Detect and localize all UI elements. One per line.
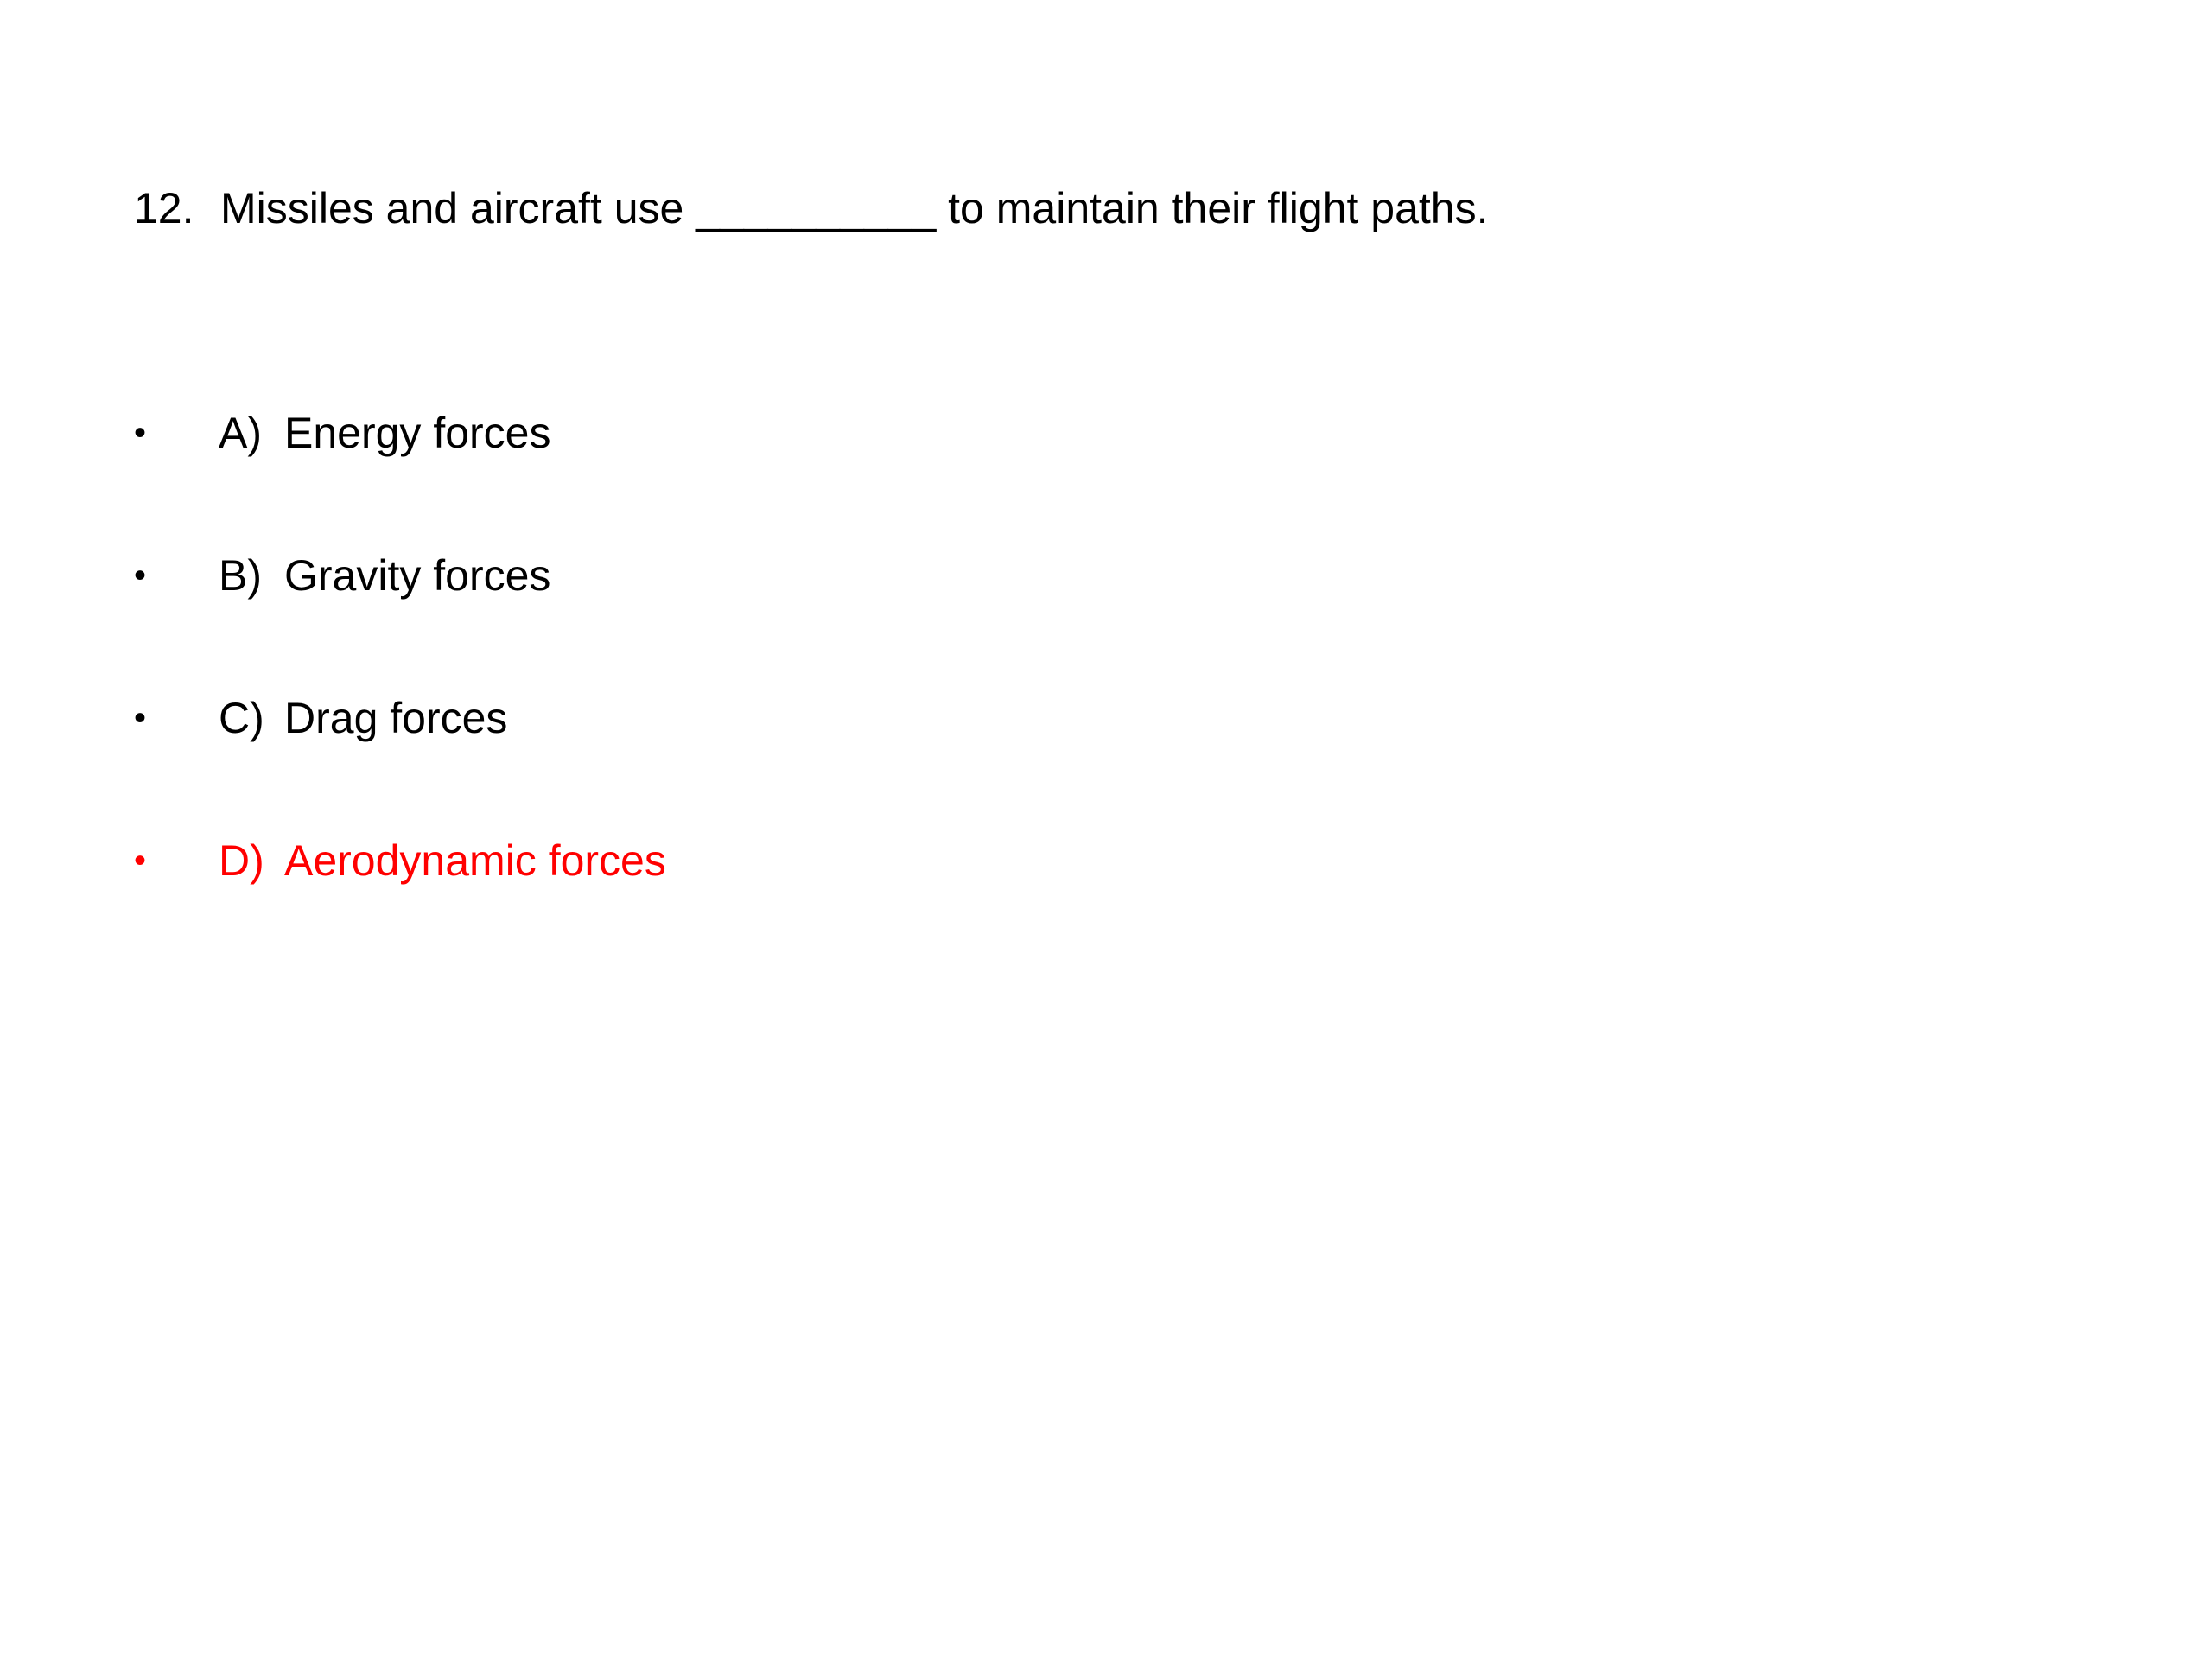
question-number: 12. (134, 184, 194, 232)
option-d (134, 830, 666, 892)
question-text: Missiles and aircraft use __________ to maintain their flight paths. (220, 184, 1489, 232)
question (134, 177, 1489, 239)
bullet-icon: • (134, 413, 147, 452)
option-c (134, 687, 666, 749)
bullet-icon: • (134, 698, 147, 737)
bullet-icon: • (134, 841, 147, 880)
option-letter: D) (219, 836, 264, 885)
option-b (134, 544, 666, 607)
option-text: Gravity forces (284, 551, 551, 600)
option-letter: C) (219, 694, 264, 742)
option-text: Aerodynamic forces (284, 836, 666, 885)
option-text: Energy forces (284, 409, 551, 457)
option-letter: A) (219, 409, 262, 457)
option-text: Drag forces (284, 694, 508, 742)
option-a (134, 402, 666, 464)
answer-options (134, 402, 666, 972)
option-letter: B) (219, 551, 262, 600)
bullet-icon: • (134, 556, 147, 594)
